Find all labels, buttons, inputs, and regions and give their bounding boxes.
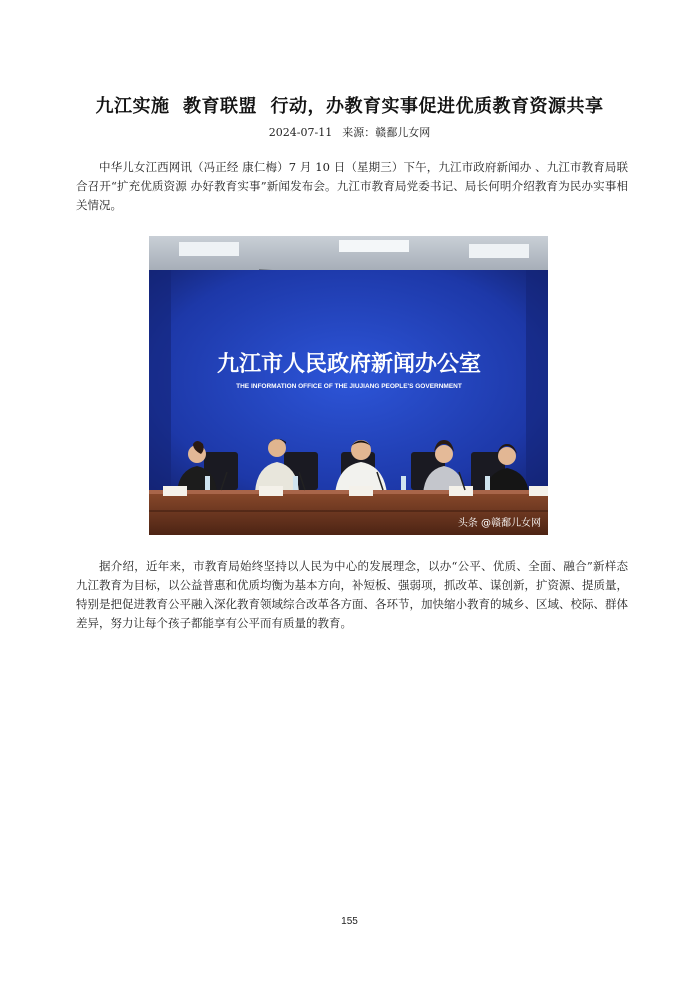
article-title: 九江实施 教育联盟 行动，办教育实事促进优质教育资源共享	[95, 96, 604, 117]
page-number: 155	[341, 916, 358, 927]
article-meta	[0, 124, 699, 140]
backdrop-title: 九江市人民政府新闻办公室	[216, 352, 482, 377]
photo-watermark: 头条 @赣鄱儿女网	[457, 518, 541, 529]
press-conference-photo	[149, 236, 548, 535]
article-source: 来源：赣鄱儿女网	[342, 126, 431, 139]
article-paragraph-2: 据介绍，近年来，市教育局始终坚持以人民为中心的发展理念，以办“公平、优质、全面、融合”新样态九江教育为目标，以公益普惠和优质均衡为基本方向，补短板、强弱项，抓改革、谋创新，扩资源、提质量，特别是把促进教育公平融入深化教育领域综合改革各方面、各环节，加快缩小教育的城乡、区域、校际、群体差异，努力让每个孩子都能享有公平而有质量的教育。	[76, 559, 628, 630]
article-date: 2024-07-11	[268, 126, 333, 139]
article-paragraph-1: 中华儿女江西网讯（冯正经 康仁梅）7 月 10 日（星期三）下午，九江市政府新闻办 、九江市教育局联合召开“扩充优质资源 办好教育实事”新闻发布会。九江市教育局党委书记、局长何明介绍教育为民办实事相关情况。	[76, 160, 628, 212]
backdrop-subtitle: THE INFORMATION OFFICE OF THE JIUJIANG PEOPLE'S GOVERNMENT	[236, 383, 462, 390]
